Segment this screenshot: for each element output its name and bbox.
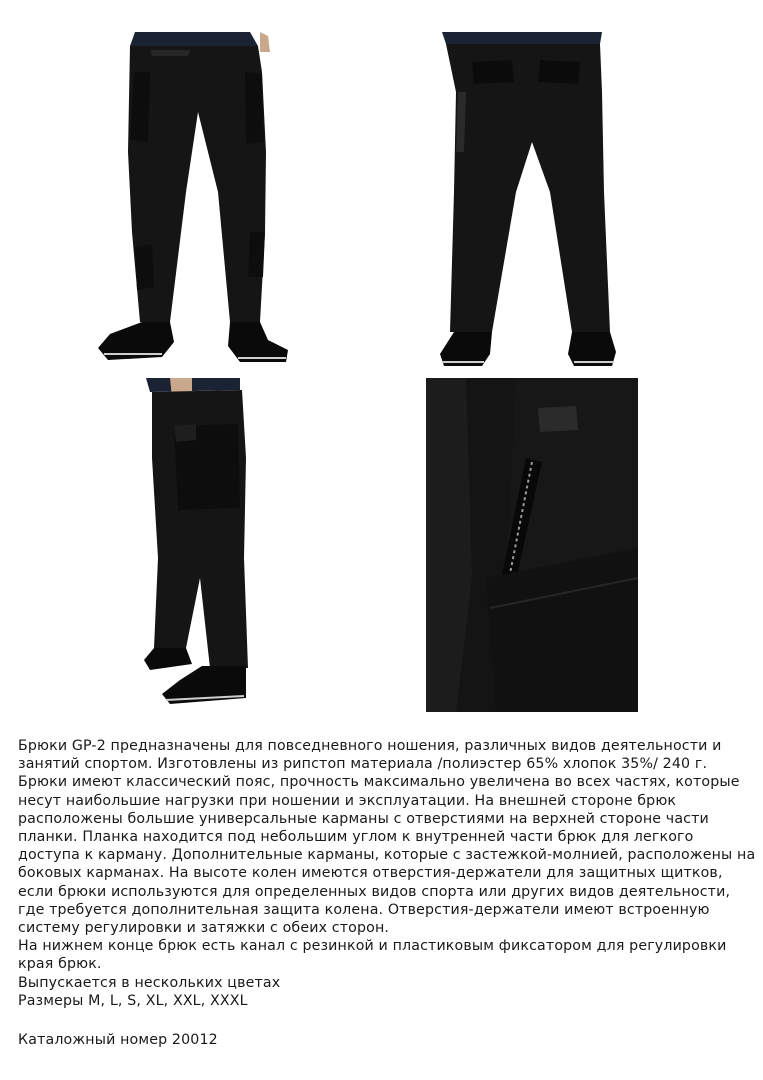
- product-photo-front: [90, 32, 295, 367]
- description-line: края брюк.: [18, 956, 102, 973]
- description-line: систему регулировки и затяжки с обеих сторон.: [18, 920, 390, 937]
- description-line: доступа к карману. Дополнительные карманы, которые с застежкой-молнией, расположены на: [18, 847, 756, 864]
- description-line: боковых карманах. На высоте колен имеются отверстия-держатели для защитных щитков,: [18, 865, 723, 882]
- colors-line: Выпускается в нескольких цветах: [18, 974, 281, 991]
- description-line: На нижнем конце брюк есть канал с резинкой и пластиковым фиксатором для регулировки: [18, 938, 727, 955]
- product-description: [18, 737, 758, 1010]
- description-line: несут наибольшие нагрузки при ношении и эксплуатации. На внешней стороне брюк: [18, 792, 677, 809]
- description-line: расположены большие универсальные карманы с отверстиями на верхней стороне части: [18, 810, 709, 827]
- description-line: занятий спортом. Изготовлены из рипстоп материала /полиэстер 65% хлопок 35%/ 240 г.: [18, 756, 708, 773]
- sizes-line: Размеры M, L, S, XL, XXL, XXXL: [18, 992, 248, 1009]
- description-line: планки. Планка находится под небольшим углом к внутренней части брюк для легкого: [18, 829, 694, 846]
- product-photo-side: [140, 378, 252, 713]
- description-line: где требуется дополнительная защита колена. Отверстия-держатели имеют встроенную: [18, 901, 710, 918]
- product-photo-pocket-detail: [426, 378, 638, 712]
- description-line: Брюки GP-2 предназначены для повседневного ношения, различных видов деятельности и: [18, 738, 722, 754]
- description-line: Брюки имеют классический пояс, прочность максимально увеличена во всех частях, которые: [18, 774, 740, 791]
- product-photo-back: [432, 32, 624, 372]
- catalog-number: Каталожный номер 20012: [18, 1032, 218, 1048]
- description-line: если брюки используются для определенных видов спорта или других видов деятельности,: [18, 883, 731, 900]
